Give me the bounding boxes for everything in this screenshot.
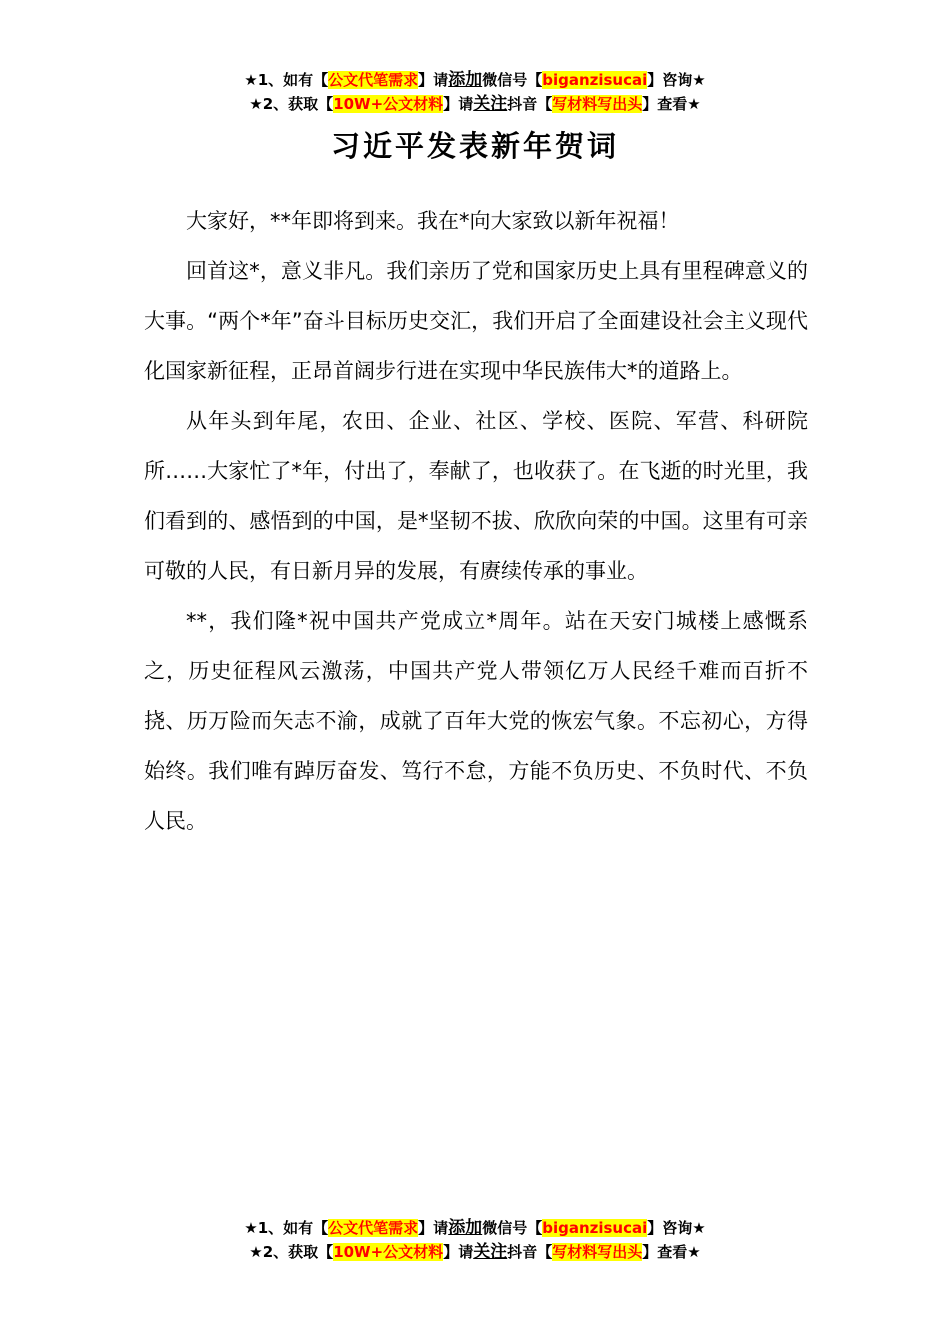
paragraph: 从年头到年尾，农田、企业、社区、学校、医院、军营、科研院所……大家忙了*年，付出了，奉献了，也收获了。在飞逝的时光里，我们看到的、感悟到的中国，是*坚韧不拔、欣欣向荣的中国。这里有可亲可敬的人民，有日新月异的发展，有赓续传承的事业。 [144,409,808,583]
ad-highlight-douyin: 写材料写出头 [552,95,643,113]
document-body [144,196,808,846]
ad-highlight-materials: 10W+公文材料 [333,95,444,113]
ad-line-1: ★1、如有【公文代笔需求】请添加微信号【biganzisucai】咨询★ [244,70,706,90]
ad-highlight-materials: 10W+公文材料 [333,1243,444,1261]
ad-line-1: ★1、如有【公文代笔需求】请添加微信号【biganzisucai】咨询★ [244,1218,706,1238]
paragraph: 大家好，**年即将到来。我在*向大家致以新年祝福！ [186,209,680,233]
ad-highlight-service: 公文代笔需求 [328,1219,419,1237]
ad-line-2: ★2、获取【10W+公文材料】请关注抖音【写材料写出头】查看★ [249,1242,701,1262]
ad-highlight-wechat-id: biganzisucai [542,1219,648,1237]
ad-line-2: ★2、获取【10W+公文材料】请关注抖音【写材料写出头】查看★ [249,94,701,114]
ad-highlight-wechat-id: biganzisucai [542,71,648,89]
footer-ad-banner [0,1216,950,1264]
paragraph: **，我们隆*祝中国共产党成立*周年。站在天安门城楼上感慨系之，历史征程风云激荡，中国共产党人带领亿万人民经千难而百折不挠、历万险而矢志不渝，成就了百年大党的恢宏气象。不忘初心，方得始终。我们唯有踔厉奋发、笃行不怠，方能不负历史、不负时代、不负人民。 [144,609,808,833]
paragraph: 回首这*，意义非凡。我们亲历了党和国家历史上具有里程碑意义的大事。“两个*年”奋斗目标历史交汇，我们开启了全面建设社会主义现代化国家新征程，正昂首阔步行进在实现中华民族伟大*的道路上。 [144,259,808,383]
ad-highlight-douyin: 写材料写出头 [552,1243,643,1261]
document-title: 习近平发表新年贺词 [330,129,619,163]
header-ad-banner [0,68,950,116]
ad-highlight-service: 公文代笔需求 [328,71,419,89]
